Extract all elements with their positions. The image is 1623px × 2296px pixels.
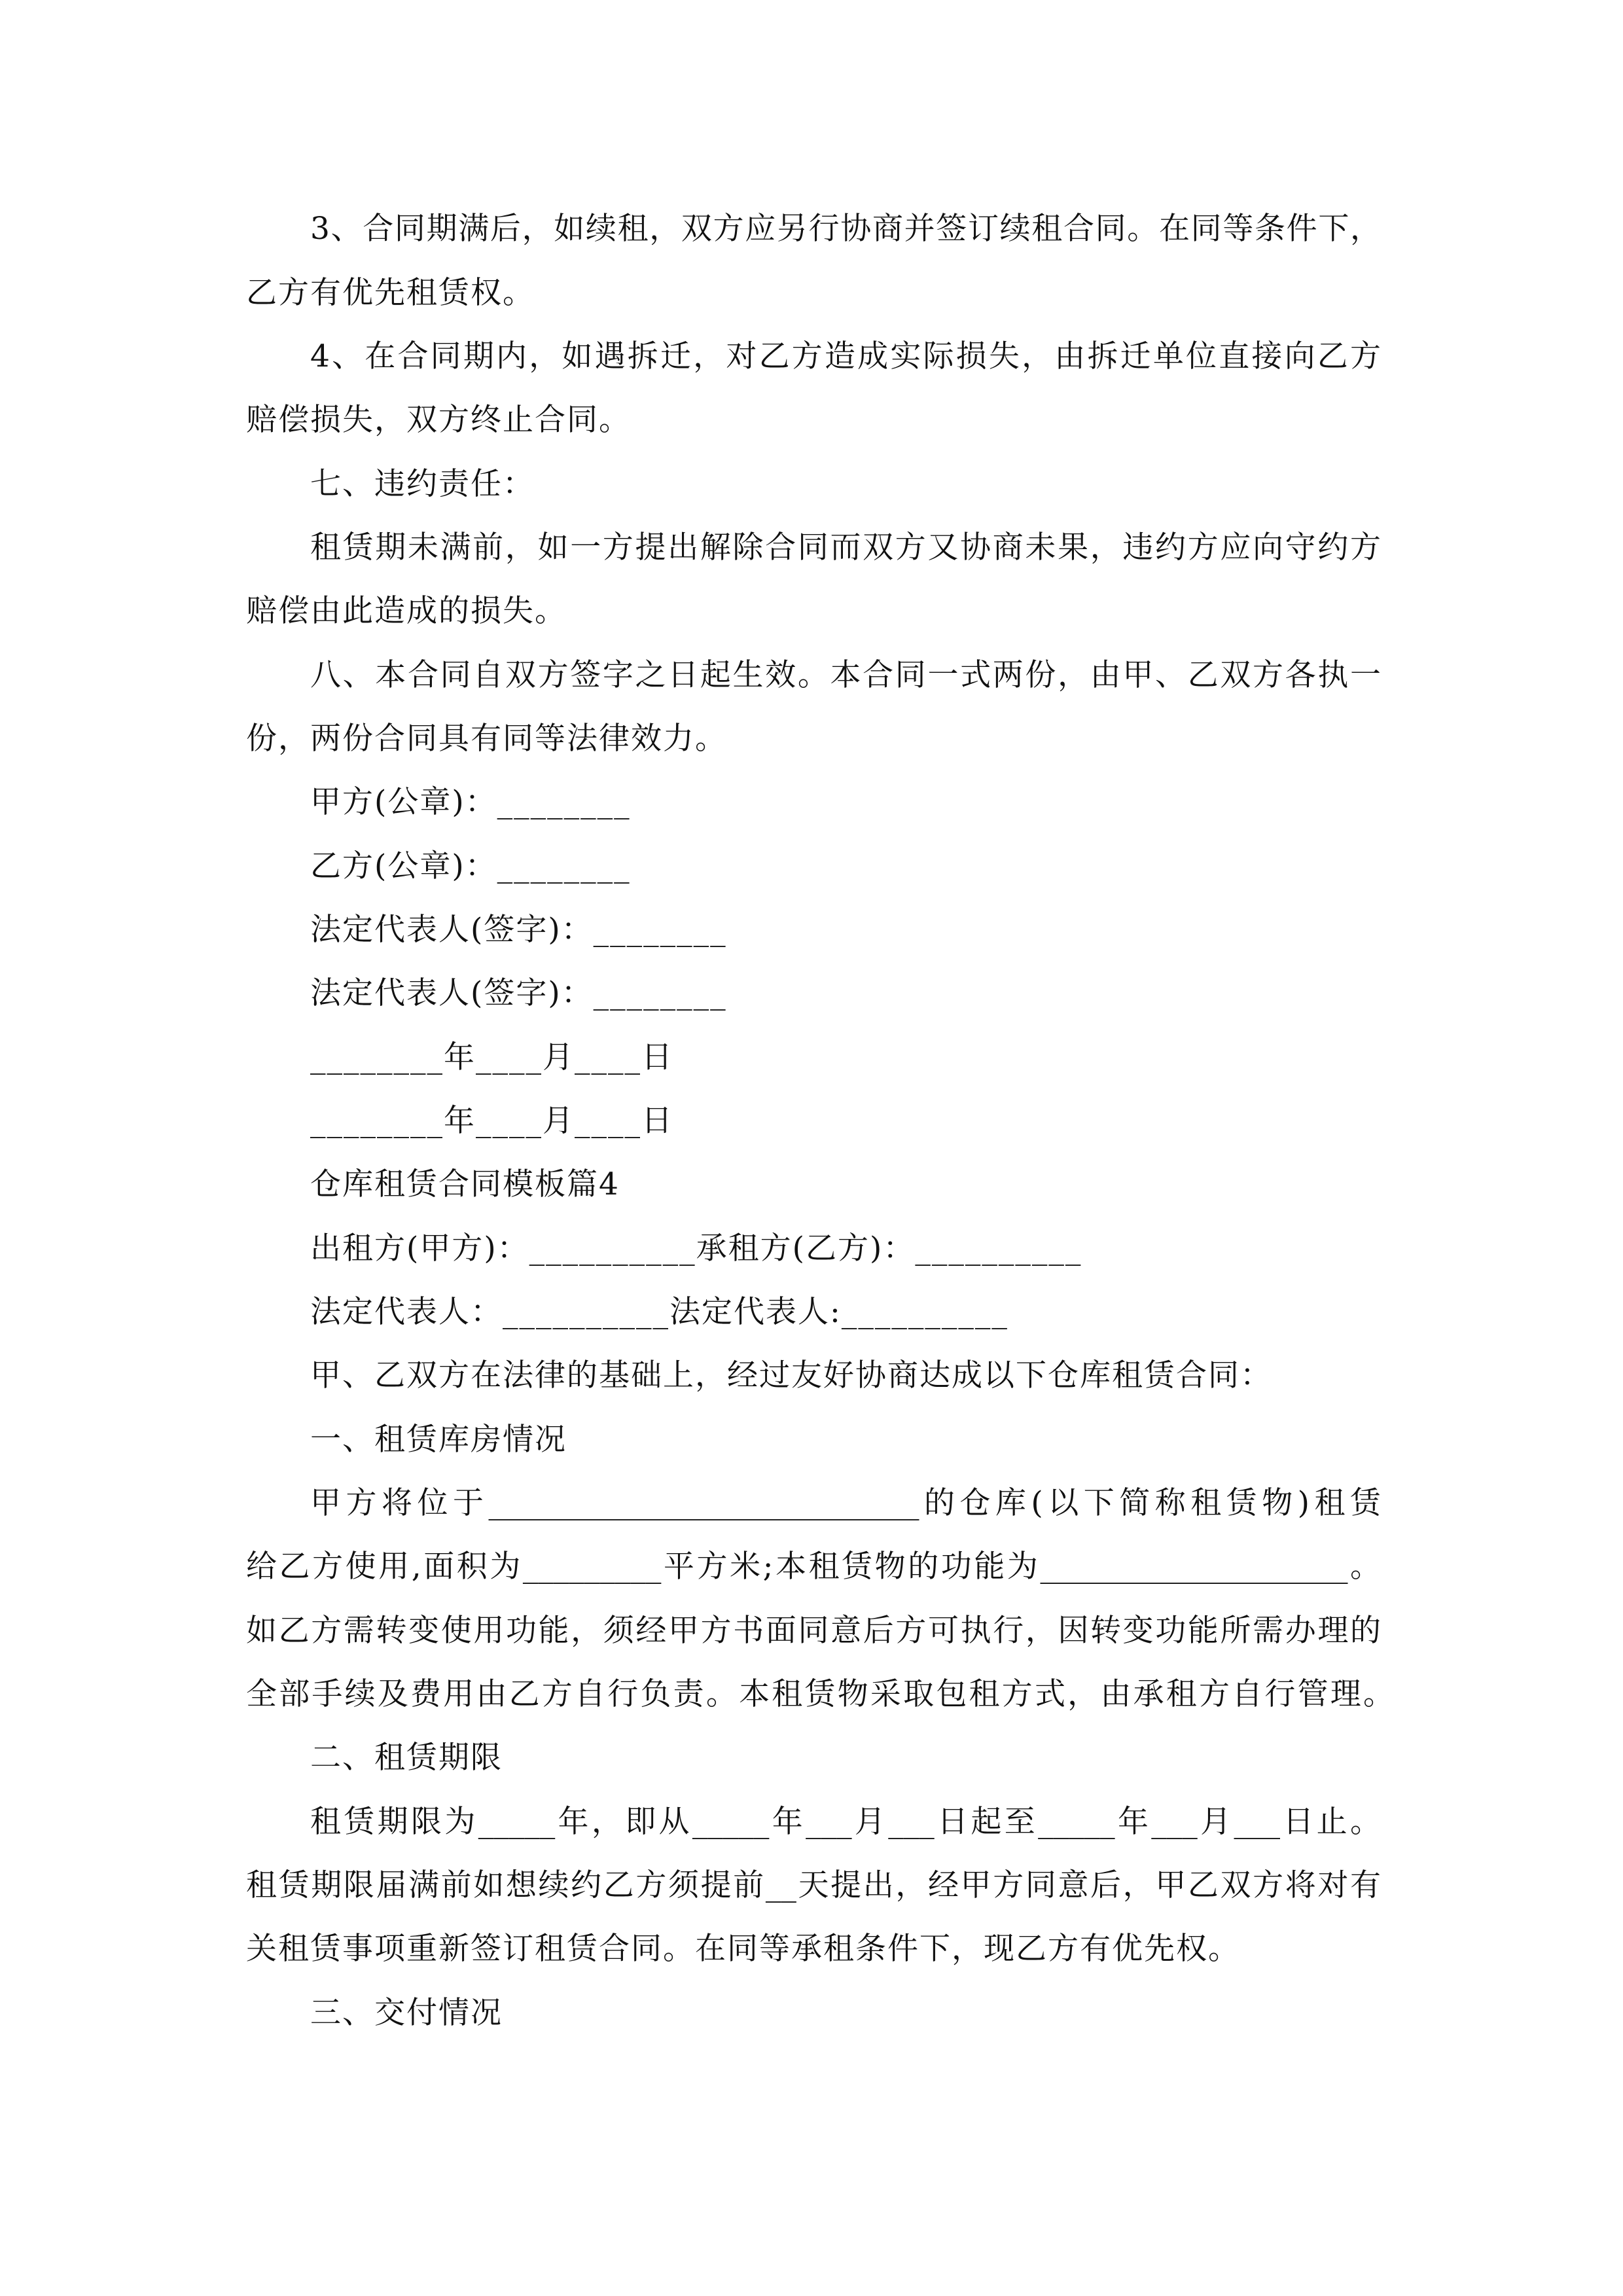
document-line: 关租赁事项重新签订租赁合同。在同等承租条件下，现乙方有优先权。 bbox=[246, 1931, 1240, 1967]
document-line: 法定代表人(签字)：________ bbox=[310, 975, 727, 1011]
document-line: ________年____月____日 bbox=[310, 1103, 673, 1139]
document-line: 甲方将位于____________________________的仓库(以下简称租赁物)租赁 bbox=[310, 1485, 1381, 1521]
document-line: 租赁期未满前，如一方提出解除合同而双方又协商未果，违约方应向守约方 bbox=[310, 529, 1381, 565]
document-line: 全部手续及费用由乙方自行负责。本租赁物采取包租方式，由承租方自行管理。 bbox=[246, 1676, 1394, 1712]
document-line: 赔偿损失，双方终止合同。 bbox=[246, 402, 631, 438]
document-line: 乙方有优先租赁权。 bbox=[246, 275, 535, 311]
document-line: 如乙方需转变使用功能，须经甲方书面同意后方可执行，因转变功能所需办理的 bbox=[246, 1613, 1381, 1649]
document-line: 仓库租赁合同模板篇4 bbox=[310, 1166, 620, 1202]
document-line: 份，两份合同具有同等法律效力。 bbox=[246, 721, 727, 757]
document-line: 给乙方使用,面积为_________平方米;本租赁物的功能为____________________。 bbox=[246, 1549, 1381, 1585]
document-line: 租赁期限为_____年，即从_____年___月___日起至_____年___月___日止。 bbox=[310, 1804, 1381, 1840]
document-line: 法定代表人：__________法定代表人:__________ bbox=[310, 1294, 1008, 1330]
document-line: 二、租赁期限 bbox=[310, 1740, 503, 1776]
document-line: 甲、乙双方在法律的基础上，经过友好协商达成以下仓库租赁合同： bbox=[310, 1357, 1272, 1393]
document-line: ________年____月____日 bbox=[310, 1039, 673, 1075]
document-line: 三、交付情况 bbox=[310, 1995, 503, 2031]
document-line: 出租方(甲方)：__________承租方(乙方)：__________ bbox=[310, 1230, 1082, 1266]
document-line: 赔偿由此造成的损失。 bbox=[246, 593, 567, 629]
document-line: 一、租赁库房情况 bbox=[310, 1422, 567, 1458]
document-line: 3、合同期满后，如续租，双方应另行协商并签订续租合同。在同等条件下， bbox=[310, 211, 1381, 247]
document-line: 4、在合同期内，如遇拆迁，对乙方造成实际损失，由拆迁单位直接向乙方 bbox=[310, 338, 1381, 374]
document-line: 法定代表人(签字)：________ bbox=[310, 912, 727, 948]
document-line: 七、违约责任： bbox=[310, 466, 535, 502]
document-line: 甲方(公章)：________ bbox=[310, 784, 631, 820]
document-line: 乙方(公章)：________ bbox=[310, 848, 631, 884]
document-line: 租赁期限届满前如想续约乙方须提前__天提出，经甲方同意后，甲乙双方将对有 bbox=[246, 1867, 1381, 1903]
document-line: 八、本合同自双方签字之日起生效。本合同一式两份，由甲、乙双方各执一 bbox=[310, 657, 1381, 693]
